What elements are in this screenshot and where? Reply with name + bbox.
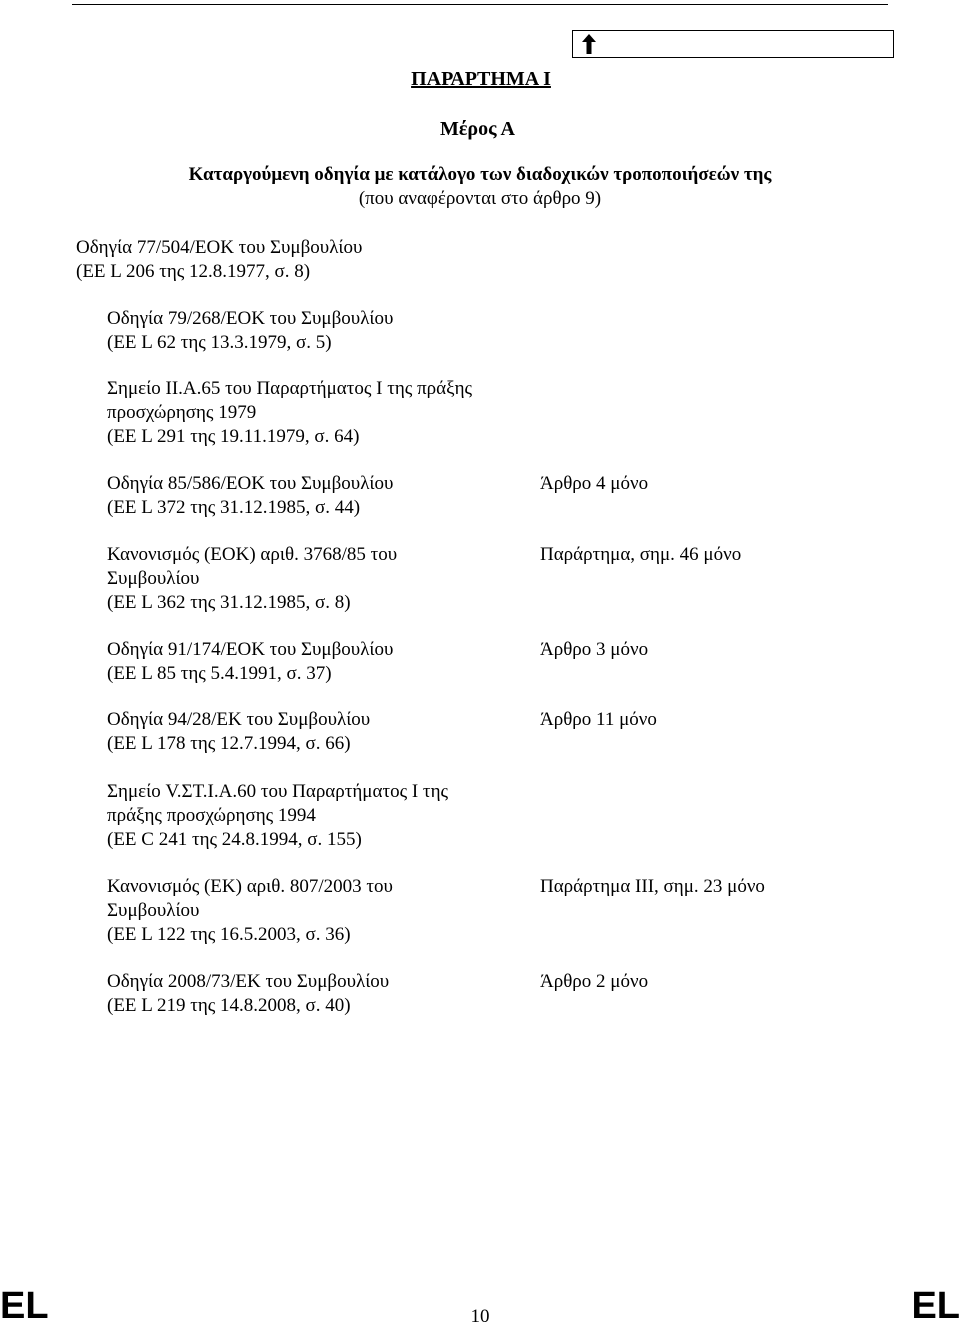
entry-note: Παράρτημα ΙΙΙ, σημ. 23 μόνο [540, 876, 765, 897]
entry-line: Σημείο V.ΣΤ.Ι.Α.60 του Παραρτήματος Ι της [107, 781, 449, 802]
entry-note: Παράρτημα, σημ. 46 μόνο [540, 544, 742, 565]
entry-line: πράξης προσχώρησης 1994 [107, 805, 316, 826]
annex-title: ΠΑΡΑΡΤΗΜΑ Ι [411, 68, 551, 90]
list-item [76, 236, 362, 284]
arrow-box [572, 30, 894, 58]
entry-line: (ΕΕ L 206 της 12.8.1977, σ. 8) [76, 261, 311, 282]
entry-line: Οδηγία 77/504/ΕΟΚ του Συμβουλίου [76, 237, 363, 258]
entry-line: Συμβουλίου [107, 900, 200, 921]
entry-note: Άρθρο 3 μόνο [540, 639, 649, 660]
entry-line: προσχώρησης 1979 [107, 402, 257, 423]
entry-line: (ΕΕ L 291 της 19.11.1979, σ. 64) [107, 426, 360, 447]
list-item [107, 970, 389, 1018]
list-item [107, 543, 397, 615]
entry-note: Άρθρο 2 μόνο [540, 971, 649, 992]
list-item [107, 708, 370, 756]
entry-line: (ΕΕ C 241 της 24.8.1994, σ. 155) [107, 829, 362, 850]
entry-line: (ΕΕ L 178 της 12.7.1994, σ. 66) [107, 733, 351, 754]
entry-line: Οδηγία 79/268/ΕΟΚ του Συμβουλίου [107, 308, 394, 329]
up-arrow-icon [581, 33, 597, 55]
entry-line: (ΕΕ L 122 της 16.5.2003, σ. 36) [107, 924, 351, 945]
entry-line: (ΕΕ L 372 της 31.12.1985, σ. 44) [107, 497, 361, 518]
entry-line: Οδηγία 91/174/ΕΟΚ του Συμβουλίου [107, 639, 394, 660]
list-item [107, 638, 393, 686]
list-item [107, 780, 448, 852]
list-item [107, 472, 393, 520]
entry-line: (ΕΕ L 362 της 31.12.1985, σ. 8) [107, 592, 351, 613]
entry-note: Άρθρο 4 μόνο [540, 473, 649, 494]
footer-language-left: EL [0, 1285, 49, 1327]
entry-note: Άρθρο 11 μόνο [540, 709, 657, 730]
entry-line: Οδηγία 2008/73/ΕΚ του Συμβουλίου [107, 971, 390, 992]
section-subheading: (που αναφέρονται στο άρθρο 9) [358, 188, 602, 209]
entry-line: (ΕΕ L 219 της 14.8.2008, σ. 40) [107, 995, 351, 1016]
entry-line: (ΕΕ L 85 της 5.4.1991, σ. 37) [107, 663, 332, 684]
entry-line: Συμβουλίου [107, 568, 200, 589]
list-item [107, 875, 393, 947]
entry-line: Οδηγία 85/586/ΕΟΚ του Συμβουλίου [107, 473, 394, 494]
entry-line: Κανονισμός (ΕΚ) αριθ. 807/2003 του [107, 876, 393, 897]
entry-line: (ΕΕ L 62 της 13.3.1979, σ. 5) [107, 332, 332, 353]
entry-line: Κανονισμός (ΕΟΚ) αριθ. 3768/85 του [107, 544, 398, 565]
section-heading: Καταργούμενη οδηγία με κατάλογο των διαδοχικών τροποποιήσεών της [188, 164, 772, 185]
page-number: 10 [470, 1306, 490, 1327]
list-item [107, 307, 393, 355]
entry-line: Σημείο ΙΙ.Α.65 του Παραρτήματος Ι της πράξης [107, 378, 473, 399]
entry-line: Οδηγία 94/28/ΕΚ του Συμβουλίου [107, 709, 371, 730]
footer-language-right: EL [911, 1285, 960, 1327]
part-title: Μέρος Α [440, 118, 515, 140]
top-rule [72, 4, 888, 5]
list-item [107, 377, 472, 449]
